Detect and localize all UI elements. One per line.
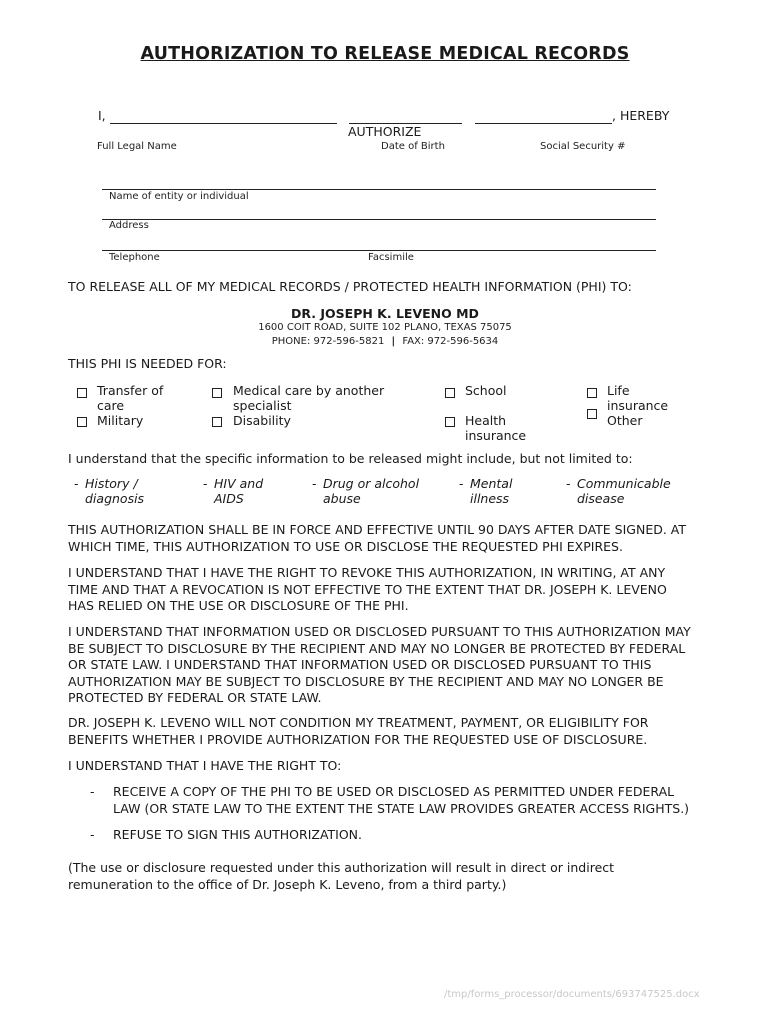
info-dash: - [312,476,317,491]
doctor-phone: PHONE: 972-596-5821 [271,336,385,347]
checkbox-other[interactable] [587,407,597,422]
doctor-fax: FAX: 972-596-5634 [402,336,499,347]
hereby-text: , HEREBY [612,108,670,123]
rights-intro: I UNDERSTAND THAT I HAVE THE RIGHT TO: [68,758,342,773]
info-types-intro: I understand that the specific information to be released might include, but not limited to: [68,451,633,466]
info-item-communicable: Communicable disease [577,476,671,506]
doctor-name: DR. JOSEPH K. LEVENO MD [291,306,479,321]
address-label: Address [109,220,149,231]
info-item-drug: Drug or alcohol abuse [323,476,420,506]
option-medical-care: Medical care by another specialist [233,383,385,413]
full-name-field[interactable] [110,123,337,124]
option-life-insurance: Life insurance [607,383,669,413]
option-other: Other [607,413,643,428]
option-disability: Disability [233,413,291,428]
entity-field[interactable] [102,189,656,190]
info-dash: - [203,476,208,491]
full-name-label: Full Legal Name [97,141,177,152]
option-health-insurance: Health insurance [465,413,527,443]
facsimile-label: Facsimile [368,252,414,263]
option-school: School [465,383,507,398]
release-to-text: TO RELEASE ALL OF MY MEDICAL RECORDS / PROTECTED HEALTH INFORMATION (PHI) TO: [68,279,632,294]
authorize-word: AUTHORIZE [348,124,422,139]
option-transfer-of-care: Transfer of care [97,383,164,413]
contact-separator: | [391,336,396,347]
ssn-field[interactable] [475,123,612,124]
footer-file-path: /tmp/forms_processor/documents/693747525.docx [444,989,700,1000]
right-receive-copy: RECEIVE A COPY OF THE PHI TO BE USED OR DISCLOSED AS PERMITTED UNDER FEDERAL LAW (OR STATE LAW TO THE EXTENT THE STATE LAW PROVIDES GREATER ACCESS RIGHTS.) [113,784,690,816]
option-military: Military [97,413,144,428]
entity-label: Name of entity or individual [109,191,249,202]
document-title: AUTHORIZATION TO RELEASE MEDICAL RECORDS [140,44,630,64]
checkbox-school[interactable] [445,386,455,401]
paragraph-revoke: I UNDERSTAND THAT I HAVE THE RIGHT TO REVOKE THIS AUTHORIZATION, IN WRITING, AT ANY TIME AND THAT A REVOCATION IS NOT EFFECTIVE TO THE EXTENT THAT DR. JOSEPH K. LEVENO HAS RELIED ON THE USE OR DISCLOSURE OF THE PHI. [68,565,667,613]
right-dash: - [90,784,95,799]
address-field[interactable] [102,219,656,220]
checkbox-health-insurance[interactable] [445,415,455,430]
info-item-mental: Mental illness [470,476,513,506]
checkbox-medical-care[interactable] [212,386,222,401]
info-dash: - [566,476,571,491]
info-item-history: History / diagnosis [85,476,145,506]
dob-label: Date of Birth [381,141,445,152]
info-item-hiv: HIV and AIDS [214,476,264,506]
paragraph-remuneration: (The use or disclosure requested under this authorization will result in direct or indirect remuneration to the office of Dr. Joseph K. Leveno, from a third party.) [68,860,615,892]
paragraph-condition: DR. JOSEPH K. LEVENO WILL NOT CONDITION MY TREATMENT, PAYMENT, OR ELIGIBILITY FOR BENEFITS WHETHER I PROVIDE AUTHORIZATION FOR THE REQUESTED USE OF DISCLOSURE. [68,715,649,747]
telephone-label: Telephone [109,252,160,263]
telephone-fax-field[interactable] [102,250,656,251]
doctor-address: 1600 COIT ROAD, SUITE 102 PLANO, TEXAS 75075 [258,322,512,333]
right-dash: - [90,827,95,842]
authorize-prefix: I, [98,108,106,123]
paragraph-redisclosure: I UNDERSTAND THAT INFORMATION USED OR DISCLOSED PURSUANT TO THIS AUTHORIZATION MAY BE SUBJECT TO DISCLOSURE BY THE RECIPIENT AND MAY NO LONGER BE PROTECTED BY FEDERAL OR STATE LAW. I UNDERSTAND THAT INFORMATION USED OR DISCLOSED PURSUANT TO THIS AUTHORIZATION MAY BE SUBJECT TO DISCLOSURE BY THE RECIPIENT AND MAY NO LONGER BE PROTECTED BY FEDERAL OR STATE LAW. [68,624,691,705]
needed-for-heading: THIS PHI IS NEEDED FOR: [68,356,227,371]
checkbox-life-insurance[interactable] [587,386,597,401]
right-refuse: REFUSE TO SIGN THIS AUTHORIZATION. [113,827,363,842]
info-dash: - [74,476,79,491]
checkbox-military[interactable] [77,415,87,430]
ssn-label: Social Security # [540,141,626,152]
info-dash: - [459,476,464,491]
doctor-contact [0,336,770,347]
paragraph-effective: THIS AUTHORIZATION SHALL BE IN FORCE AND EFFECTIVE UNTIL 90 DAYS AFTER DATE SIGNED. AT WHICH TIME, THIS AUTHORIZATION TO USE OR DISCLOSE THE REQUESTED PHI EXPIRES. [68,522,687,554]
checkbox-disability[interactable] [212,415,222,430]
checkbox-transfer-of-care[interactable] [77,386,87,401]
